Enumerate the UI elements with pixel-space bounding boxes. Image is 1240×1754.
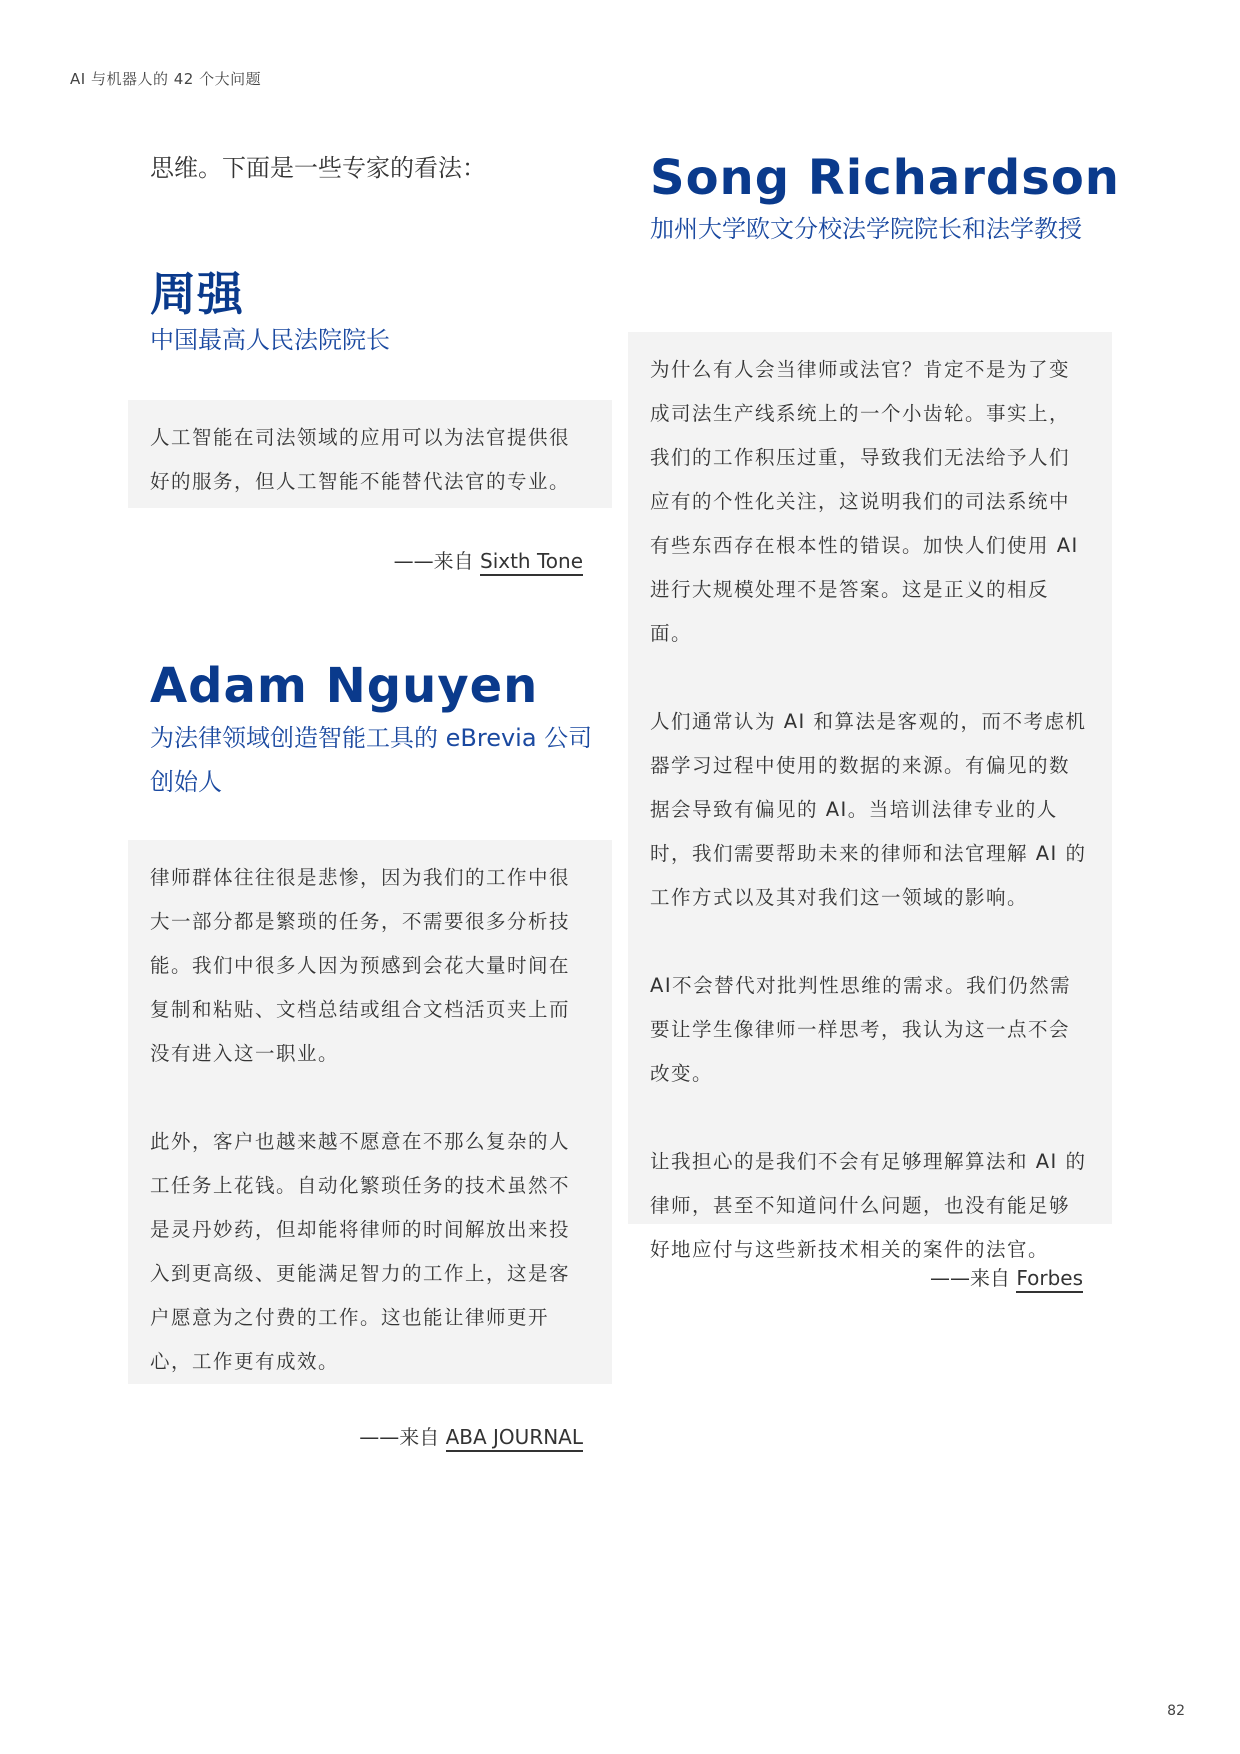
quote-box <box>128 400 612 508</box>
source-prefix: ——来自 <box>393 549 480 573</box>
expert-name: Song Richardson <box>650 150 1120 206</box>
expert-role: 加州大学欧文分校法学院院长和法学教授 <box>650 215 1082 243</box>
quote-paragraph: AI不会替代对批判性思维的需求。我们仍然需要让学生像律师一样思考，我认为这一点不会改变。 <box>650 974 1072 1085</box>
quote-box <box>628 332 1112 1261</box>
intro-text: 思维。下面是一些专家的看法： <box>150 154 486 182</box>
source-prefix: ——来自 <box>359 1425 446 1449</box>
page-number: 82 <box>1167 1703 1185 1719</box>
expert-name: 周强 <box>150 267 244 321</box>
quote-paragraph: 律师群体往往很是悲惨，因为我们的工作中很大一部分都是繁琐的任务，不需要很多分析技能。我们中很多人因为预感到会花大量时间在复制和粘贴、文档总结或组合文档活页夹上而没有进入这一职业。 <box>150 866 571 1065</box>
quote-source <box>930 1262 1083 1291</box>
expert-role: 中国最高人民法院院长 <box>150 326 390 354</box>
source-link[interactable]: Sixth Tone <box>480 549 583 576</box>
quote-paragraph: 人工智能在司法领域的应用可以为法官提供很好的服务，但人工智能不能替代法官的专业。 <box>150 426 571 493</box>
quote-paragraph: 为什么有人会当律师或法官？肯定不是为了变成司法生产线系统上的一个小齿轮。事实上，我们的工作积压过重，导致我们无法给予人们应有的个性化关注，这说明我们的司法系统中有些东西存在根本性的错误。加快人们使用 AI 进行大规模处理不是答案。这是正义的相反面。 <box>650 358 1079 645</box>
source-link[interactable]: ABA JOURNAL <box>446 1425 583 1452</box>
expert-role: 为法律领域创造智能工具的 eBrevia 公司创始人 <box>150 724 593 796</box>
quote-paragraph: 此外，客户也越来越不愿意在不那么复杂的人工任务上花钱。自动化繁琐任务的技术虽然不是灵丹妙药，但却能将律师的时间解放出来投入到更高级、更能满足智力的工作上，这是客户愿意为之付费的工作。这也能让律师更开心，工作更有成效。 <box>150 1130 571 1373</box>
quote-source <box>394 545 583 574</box>
quote-source <box>359 1421 583 1450</box>
source-link[interactable]: Forbes <box>1016 1266 1083 1293</box>
quote-paragraph: 人们通常认为 AI 和算法是客观的，而不考虑机器学习过程中使用的数据的来源。有偏见的数据会导致有偏见的 AI。当培训法律专业的人时，我们需要帮助未来的律师和法官理解 AI 的工作方式以及其对我们这一领域的影响。 <box>650 710 1087 909</box>
quote-paragraph: 让我担心的是我们不会有足够理解算法和 AI 的律师，甚至不知道问什么问题，也没有能足够好地应付与这些新技术相关的案件的法官。 <box>650 1150 1087 1261</box>
running-header: AI 与机器人的 42 个大问题 <box>70 70 262 88</box>
expert-name: Adam Nguyen <box>150 658 539 714</box>
source-prefix: ——来自 <box>929 1266 1017 1290</box>
quote-box <box>128 840 612 1384</box>
